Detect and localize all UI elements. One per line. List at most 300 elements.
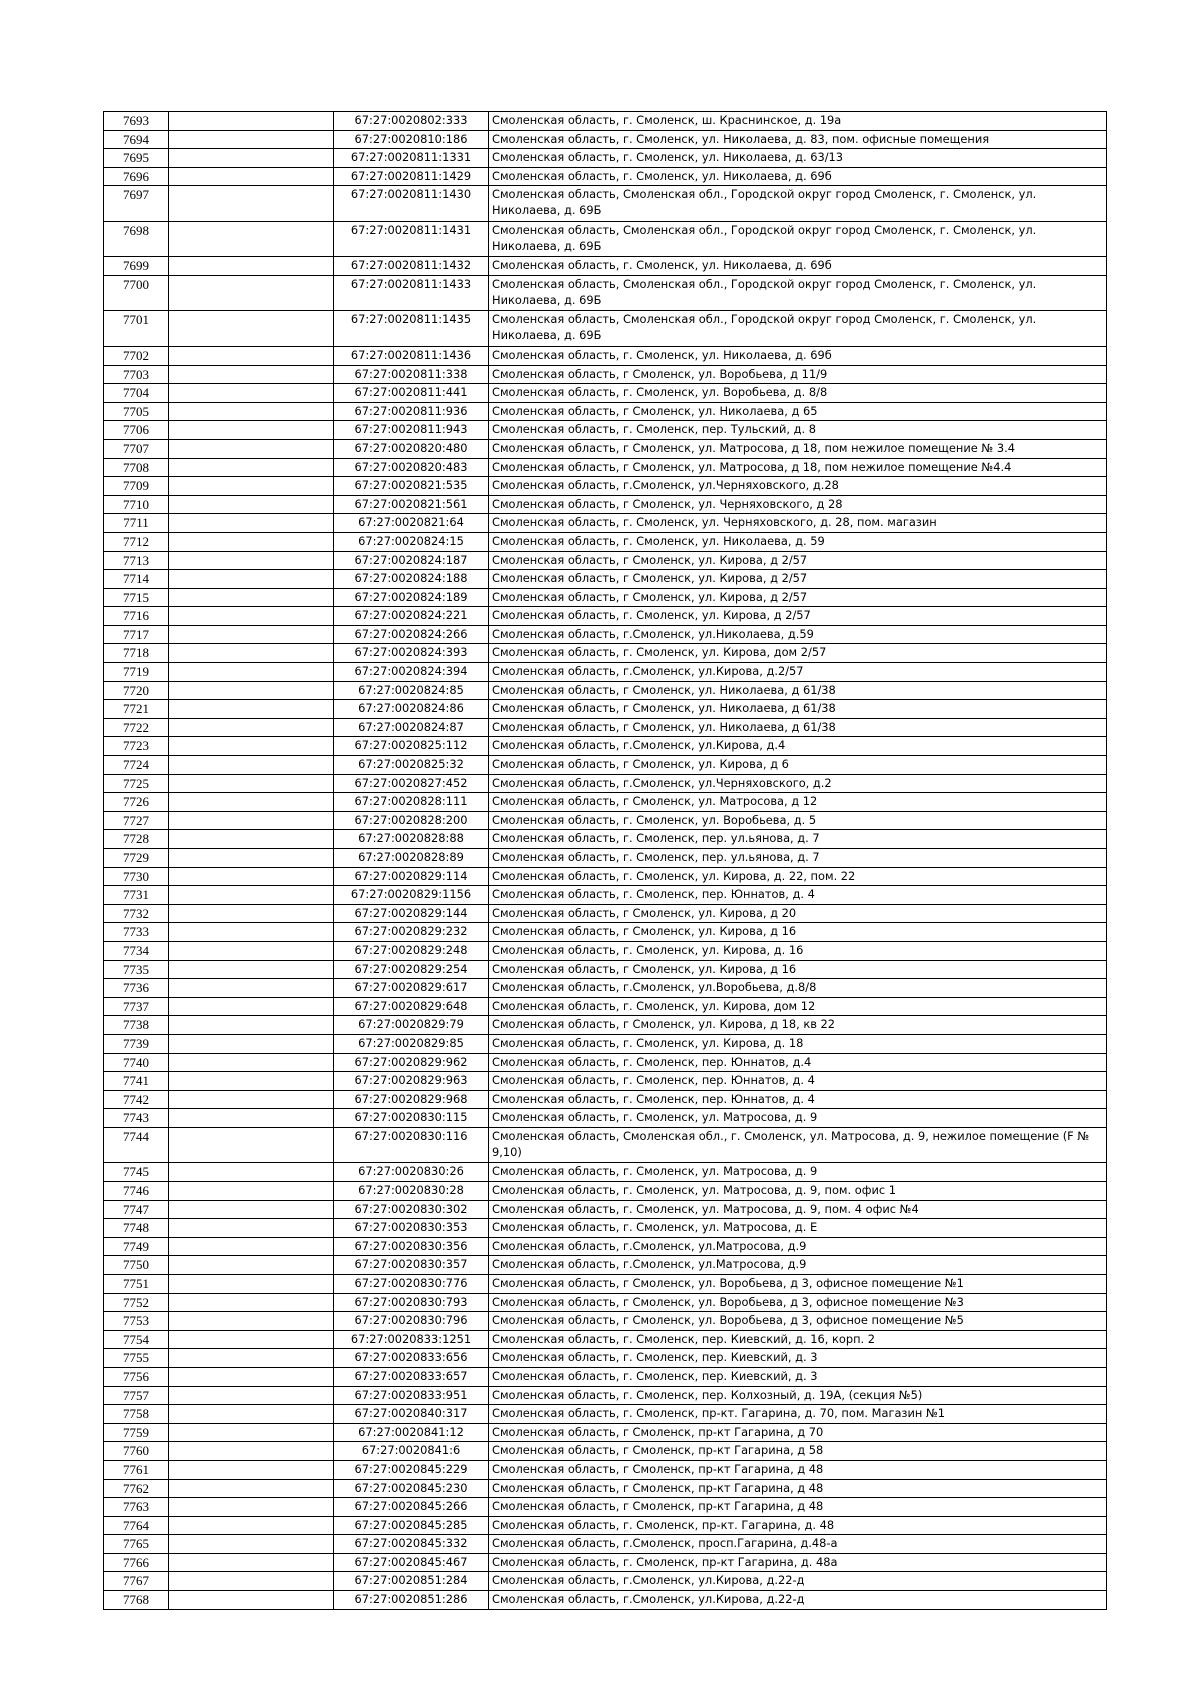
cadastral-number: 67:27:0020829:232: [334, 923, 489, 942]
cadastral-number: 67:27:0020824:87: [334, 718, 489, 737]
cadastral-number: 67:27:0020821:64: [334, 514, 489, 533]
row-number: 7754: [104, 1330, 169, 1349]
address: Смоленская область, г. Смоленск, пер. Колхозный, д. 19А, (секция №5): [489, 1386, 1107, 1405]
address: Смоленская область, г. Смоленск, ул. Матросова, д. Е: [489, 1219, 1107, 1238]
address: Смоленская область, г Смоленск, ул. Николаева, д 61/38: [489, 700, 1107, 719]
table-row: [104, 644, 1107, 663]
address: Смоленская область, г. Смоленск, ул. Матросова, д. 9, пом. офис 1: [489, 1182, 1107, 1201]
empty-cell: [169, 1405, 334, 1424]
cadastral-number: 67:27:0020829:963: [334, 1072, 489, 1091]
row-number: 7765: [104, 1535, 169, 1554]
row-number: 7717: [104, 625, 169, 644]
empty-cell: [169, 941, 334, 960]
row-number: 7706: [104, 421, 169, 440]
table-row: [104, 1237, 1107, 1256]
table-row: [104, 588, 1107, 607]
address: Смоленская область, Смоленская обл., Городской округ город Смоленск, г. Смоленск, ул. Николаева, д. 69Б: [489, 275, 1107, 311]
empty-cell: [169, 1053, 334, 1072]
empty-cell: [169, 1367, 334, 1386]
address: Смоленская область, г. Смоленск, ул. Черняховского, д. 28, пом. магазин: [489, 514, 1107, 533]
cadastral-number: 67:27:0020833:657: [334, 1367, 489, 1386]
cadastral-number: 67:27:0020811:1433: [334, 275, 489, 311]
address: Смоленская область, г. Смоленск, пер. Юннатов, д. 4: [489, 1072, 1107, 1091]
address: Смоленская область, г Смоленск, ул. Воробьева, д 11/9: [489, 365, 1107, 384]
row-number: 7762: [104, 1479, 169, 1498]
empty-cell: [169, 830, 334, 849]
row-number: 7756: [104, 1367, 169, 1386]
empty-cell: [169, 221, 334, 257]
empty-cell: [169, 1386, 334, 1405]
row-number: 7738: [104, 1016, 169, 1035]
address: Смоленская область, г.Смоленск, ул.Черняховского, д.2: [489, 774, 1107, 793]
empty-cell: [169, 960, 334, 979]
table-row: [104, 923, 1107, 942]
address: Смоленская область, г Смоленск, пр-кт Гагарина, д 58: [489, 1442, 1107, 1461]
row-number: 7744: [104, 1127, 169, 1163]
table-row: [104, 532, 1107, 551]
empty-cell: [169, 1072, 334, 1091]
empty-cell: [169, 1219, 334, 1238]
empty-cell: [169, 1293, 334, 1312]
table-row: [104, 458, 1107, 477]
cadastral-number: 67:27:0020830:116: [334, 1127, 489, 1163]
cadastral-number: 67:27:0020825:32: [334, 756, 489, 775]
row-number: 7702: [104, 346, 169, 365]
cadastral-number: 67:27:0020830:353: [334, 1219, 489, 1238]
empty-cell: [169, 186, 334, 222]
cadastral-number: 67:27:0020830:357: [334, 1256, 489, 1275]
cadastral-number: 67:27:0020829:1156: [334, 886, 489, 905]
cadastral-number: 67:27:0020833:1251: [334, 1330, 489, 1349]
row-number: 7752: [104, 1293, 169, 1312]
address: Смоленская область, г Смоленск, ул. Матросова, д 18, пом нежилое помещение №4.4: [489, 458, 1107, 477]
empty-cell: [169, 1498, 334, 1517]
empty-cell: [169, 112, 334, 131]
row-number: 7703: [104, 365, 169, 384]
empty-cell: [169, 644, 334, 663]
address: Смоленская область, г Смоленск, ул. Николаева, д 61/38: [489, 681, 1107, 700]
row-number: 7758: [104, 1405, 169, 1424]
row-number: 7698: [104, 221, 169, 257]
address: Смоленская область, г. Смоленск, пер. Киевский, д. 16, корп. 2: [489, 1330, 1107, 1349]
row-number: 7728: [104, 830, 169, 849]
row-number: 7712: [104, 532, 169, 551]
cadastral-number: 67:27:0020828:89: [334, 849, 489, 868]
row-number: 7755: [104, 1349, 169, 1368]
table-row: [104, 1479, 1107, 1498]
empty-cell: [169, 1016, 334, 1035]
row-number: 7768: [104, 1591, 169, 1610]
address: Смоленская область, г Смоленск, ул. Кирова, д 2/57: [489, 551, 1107, 570]
address: Смоленская область, г Смоленск, пр-кт Гагарина, д 70: [489, 1423, 1107, 1442]
address: Смоленская область, г. Смоленск, пер. Юннатов, д.4: [489, 1053, 1107, 1072]
cadastral-number: 67:27:0020824:85: [334, 681, 489, 700]
empty-cell: [169, 1127, 334, 1163]
row-number: 7694: [104, 130, 169, 149]
row-number: 7695: [104, 149, 169, 168]
row-number: 7708: [104, 458, 169, 477]
row-number: 7719: [104, 663, 169, 682]
address: Смоленская область, г.Смоленск, ул.Кирова, д.22-д: [489, 1591, 1107, 1610]
table-row: [104, 1367, 1107, 1386]
address: Смоленская область, г.Смоленск, ул.Кирова, д.2/57: [489, 663, 1107, 682]
cadastral-number: 67:27:0020825:112: [334, 737, 489, 756]
address: Смоленская область, г. Смоленск, ул. Матросова, д. 9, пом. 4 офис №4: [489, 1200, 1107, 1219]
address: Смоленская область, г. Смоленск, пер. Тульский, д. 8: [489, 421, 1107, 440]
table-row: [104, 1591, 1107, 1610]
address: Смоленская область, г. Смоленск, пер. Киевский, д. 3: [489, 1349, 1107, 1368]
row-number: 7715: [104, 588, 169, 607]
cadastral-number: 67:27:0020845:467: [334, 1553, 489, 1572]
cadastral-number: 67:27:0020829:968: [334, 1090, 489, 1109]
address: Смоленская область, г.Смоленск, ул.Матросова, д.9: [489, 1237, 1107, 1256]
empty-cell: [169, 551, 334, 570]
table-row: [104, 514, 1107, 533]
row-number: 7766: [104, 1553, 169, 1572]
cadastral-number: 67:27:0020845:266: [334, 1498, 489, 1517]
cadastral-number: 67:27:0020828:88: [334, 830, 489, 849]
address: Смоленская область, г. Смоленск, ул. Матросова, д. 9: [489, 1109, 1107, 1128]
table-row: [104, 149, 1107, 168]
cadastral-number: 67:27:0020830:26: [334, 1163, 489, 1182]
address: Смоленская область, г. Смоленск, пр-кт. Гагарина, д. 70, пом. Магазин №1: [489, 1405, 1107, 1424]
row-number: 7727: [104, 811, 169, 830]
empty-cell: [169, 1090, 334, 1109]
empty-cell: [169, 1182, 334, 1201]
empty-cell: [169, 384, 334, 403]
table-row: [104, 1053, 1107, 1072]
empty-cell: [169, 607, 334, 626]
cadastral-number: 67:27:0020829:144: [334, 904, 489, 923]
address: Смоленская область, г. Смоленск, ул. Кирова, д. 16: [489, 941, 1107, 960]
empty-cell: [169, 867, 334, 886]
address: Смоленская область, г Смоленск, ул. Матросова, д 18, пом нежилое помещение № 3.4: [489, 439, 1107, 458]
address: Смоленская область, г.Смоленск, ул.Кирова, д.4: [489, 737, 1107, 756]
row-number: 7718: [104, 644, 169, 663]
empty-cell: [169, 346, 334, 365]
table-row: [104, 1386, 1107, 1405]
row-number: 7705: [104, 402, 169, 421]
empty-cell: [169, 570, 334, 589]
row-number: 7726: [104, 793, 169, 812]
table-row: [104, 311, 1107, 347]
row-number: 7722: [104, 718, 169, 737]
cadastral-number: 67:27:0020845:230: [334, 1479, 489, 1498]
empty-cell: [169, 793, 334, 812]
row-number: 7723: [104, 737, 169, 756]
row-number: 7700: [104, 275, 169, 311]
row-number: 7763: [104, 1498, 169, 1517]
empty-cell: [169, 275, 334, 311]
registry-table-body: [104, 112, 1107, 1610]
address: Смоленская область, г. Смоленск, пер. Юннатов, д. 4: [489, 886, 1107, 905]
address: Смоленская область, г. Смоленск, ш. Краснинское, д. 19а: [489, 112, 1107, 131]
cadastral-number: 67:27:0020830:302: [334, 1200, 489, 1219]
address: Смоленская область, г. Смоленск, пр-кт Гагарина, д. 48а: [489, 1553, 1107, 1572]
cadastral-number: 67:27:0020833:656: [334, 1349, 489, 1368]
table-row: [104, 737, 1107, 756]
table-row: [104, 1312, 1107, 1331]
address: Смоленская область, г.Смоленск, просп.Гагарина, д.48-а: [489, 1535, 1107, 1554]
table-row: [104, 756, 1107, 775]
address: Смоленская область, г Смоленск, пр-кт Гагарина, д 48: [489, 1460, 1107, 1479]
empty-cell: [169, 849, 334, 868]
row-number: 7731: [104, 886, 169, 905]
row-number: 7721: [104, 700, 169, 719]
empty-cell: [169, 1479, 334, 1498]
table-row: [104, 1442, 1107, 1461]
table-row: [104, 1163, 1107, 1182]
empty-cell: [169, 439, 334, 458]
table-row: [104, 1553, 1107, 1572]
table-row: [104, 1405, 1107, 1424]
empty-cell: [169, 421, 334, 440]
address: Смоленская область, г. Смоленск, ул. Кирова, д. 18: [489, 1034, 1107, 1053]
row-number: 7701: [104, 311, 169, 347]
cadastral-number: 67:27:0020811:441: [334, 384, 489, 403]
row-number: 7699: [104, 257, 169, 276]
row-number: 7745: [104, 1163, 169, 1182]
table-row: [104, 186, 1107, 222]
row-number: 7741: [104, 1072, 169, 1091]
empty-cell: [169, 130, 334, 149]
empty-cell: [169, 1553, 334, 1572]
empty-cell: [169, 257, 334, 276]
row-number: 7743: [104, 1109, 169, 1128]
cadastral-number: 67:27:0020810:186: [334, 130, 489, 149]
address: Смоленская область, г Смоленск, пр-кт Гагарина, д 48: [489, 1479, 1107, 1498]
row-number: 7735: [104, 960, 169, 979]
empty-cell: [169, 718, 334, 737]
empty-cell: [169, 1349, 334, 1368]
row-number: 7760: [104, 1442, 169, 1461]
empty-cell: [169, 886, 334, 905]
table-row: [104, 1293, 1107, 1312]
cadastral-number: 67:27:0020829:254: [334, 960, 489, 979]
cadastral-number: 67:27:0020802:333: [334, 112, 489, 131]
empty-cell: [169, 1591, 334, 1610]
cadastral-number: 67:27:0020828:111: [334, 793, 489, 812]
table-row: [104, 607, 1107, 626]
table-row: [104, 221, 1107, 257]
row-number: 7748: [104, 1219, 169, 1238]
empty-cell: [169, 1516, 334, 1535]
address: Смоленская область, г.Смоленск, ул.Воробьева, д.8/8: [489, 979, 1107, 998]
cadastral-number: 67:27:0020830:793: [334, 1293, 489, 1312]
empty-cell: [169, 402, 334, 421]
address: Смоленская область, г. Смоленск, ул. Кирова, д 2/57: [489, 607, 1107, 626]
cadastral-number: 67:27:0020824:394: [334, 663, 489, 682]
address: Смоленская область, г Смоленск, ул. Кирова, д 16: [489, 923, 1107, 942]
empty-cell: [169, 1442, 334, 1461]
table-row: [104, 551, 1107, 570]
table-row: [104, 1090, 1107, 1109]
table-row: [104, 1274, 1107, 1293]
cadastral-number: 67:27:0020829:85: [334, 1034, 489, 1053]
cadastral-number: 67:27:0020824:15: [334, 532, 489, 551]
table-row: [104, 1200, 1107, 1219]
row-number: 7740: [104, 1053, 169, 1072]
empty-cell: [169, 588, 334, 607]
empty-cell: [169, 1200, 334, 1219]
row-number: 7750: [104, 1256, 169, 1275]
registry-table: [103, 111, 1107, 1610]
row-number: 7759: [104, 1423, 169, 1442]
empty-cell: [169, 904, 334, 923]
empty-cell: [169, 495, 334, 514]
cadastral-number: 67:27:0020829:962: [334, 1053, 489, 1072]
empty-cell: [169, 774, 334, 793]
table-row: [104, 700, 1107, 719]
address: Смоленская область, г. Смоленск, ул. Кирова, дом 2/57: [489, 644, 1107, 663]
address: Смоленская область, г. Смоленск, ул. Кирова, дом 12: [489, 997, 1107, 1016]
address: Смоленская область, г. Смоленск, пр-кт. Гагарина, д. 48: [489, 1516, 1107, 1535]
table-row: [104, 384, 1107, 403]
address: Смоленская область, г. Смоленск, пер. ул.ьянова, д. 7: [489, 830, 1107, 849]
row-number: 7710: [104, 495, 169, 514]
row-number: 7704: [104, 384, 169, 403]
table-row: [104, 130, 1107, 149]
cadastral-number: 67:27:0020840:317: [334, 1405, 489, 1424]
table-row: [104, 346, 1107, 365]
row-number: 7714: [104, 570, 169, 589]
cadastral-number: 67:27:0020829:248: [334, 941, 489, 960]
address: Смоленская область, г Смоленск, ул. Воробьева, д 3, офисное помещение №3: [489, 1293, 1107, 1312]
empty-cell: [169, 979, 334, 998]
row-number: 7749: [104, 1237, 169, 1256]
cadastral-number: 67:27:0020841:6: [334, 1442, 489, 1461]
cadastral-number: 67:27:0020851:286: [334, 1591, 489, 1610]
empty-cell: [169, 663, 334, 682]
row-number: 7746: [104, 1182, 169, 1201]
table-row: [104, 1535, 1107, 1554]
table-row: [104, 830, 1107, 849]
table-row: [104, 402, 1107, 421]
empty-cell: [169, 625, 334, 644]
table-row: [104, 477, 1107, 496]
row-number: 7697: [104, 186, 169, 222]
empty-cell: [169, 1572, 334, 1591]
table-row: [104, 112, 1107, 131]
address: Смоленская область, г Смоленск, ул. Воробьева, д 3, офисное помещение №1: [489, 1274, 1107, 1293]
address: Смоленская область, г Смоленск, ул. Кирова, д 2/57: [489, 570, 1107, 589]
table-row: [104, 1256, 1107, 1275]
cadastral-number: 67:27:0020824:266: [334, 625, 489, 644]
cadastral-number: 67:27:0020821:561: [334, 495, 489, 514]
table-row: [104, 793, 1107, 812]
address: Смоленская область, г Смоленск, ул. Кирова, д 16: [489, 960, 1107, 979]
address: Смоленская область, г. Смоленск, пер. Киевский, д. 3: [489, 1367, 1107, 1386]
row-number: 7725: [104, 774, 169, 793]
table-row: [104, 663, 1107, 682]
cadastral-number: 67:27:0020845:332: [334, 1535, 489, 1554]
row-number: 7720: [104, 681, 169, 700]
address: Смоленская область, г Смоленск, ул. Кирова, д 2/57: [489, 588, 1107, 607]
table-row: [104, 774, 1107, 793]
cadastral-number: 67:27:0020811:1429: [334, 167, 489, 186]
row-number: 7739: [104, 1034, 169, 1053]
cadastral-number: 67:27:0020829:114: [334, 867, 489, 886]
cadastral-number: 67:27:0020851:284: [334, 1572, 489, 1591]
row-number: 7736: [104, 979, 169, 998]
address: Смоленская область, Смоленская обл., г. Смоленск, ул. Матросова, д. 9, нежилое помещение (F № 9,10): [489, 1127, 1107, 1163]
empty-cell: [169, 1109, 334, 1128]
cadastral-number: 67:27:0020830:356: [334, 1237, 489, 1256]
table-row: [104, 904, 1107, 923]
row-number: 7757: [104, 1386, 169, 1405]
table-row: [104, 849, 1107, 868]
address: Смоленская область, г. Смоленск, пер. Юннатов, д. 4: [489, 1090, 1107, 1109]
address: Смоленская область, г. Смоленск, ул. Николаева, д. 69б: [489, 257, 1107, 276]
empty-cell: [169, 1535, 334, 1554]
row-number: 7713: [104, 551, 169, 570]
empty-cell: [169, 997, 334, 1016]
cadastral-number: 67:27:0020820:480: [334, 439, 489, 458]
table-row: [104, 1072, 1107, 1091]
cadastral-number: 67:27:0020824:188: [334, 570, 489, 589]
table-row: [104, 1109, 1107, 1128]
empty-cell: [169, 365, 334, 384]
table-row: [104, 625, 1107, 644]
row-number: 7709: [104, 477, 169, 496]
table-row: [104, 1330, 1107, 1349]
cadastral-number: 67:27:0020811:936: [334, 402, 489, 421]
empty-cell: [169, 1163, 334, 1182]
table-row: [104, 718, 1107, 737]
table-row: [104, 257, 1107, 276]
empty-cell: [169, 1237, 334, 1256]
table-row: [104, 1572, 1107, 1591]
address: Смоленская область, г. Смоленск, ул. Кирова, д. 22, пом. 22: [489, 867, 1107, 886]
cadastral-number: 67:27:0020829:79: [334, 1016, 489, 1035]
empty-cell: [169, 1274, 334, 1293]
address: Смоленская область, г. Смоленск, ул. Николаева, д. 63/13: [489, 149, 1107, 168]
cadastral-number: 67:27:0020824:189: [334, 588, 489, 607]
table-row: [104, 960, 1107, 979]
cadastral-number: 67:27:0020830:776: [334, 1274, 489, 1293]
row-number: 7734: [104, 941, 169, 960]
row-number: 7732: [104, 904, 169, 923]
empty-cell: [169, 1034, 334, 1053]
cadastral-number: 67:27:0020811:1431: [334, 221, 489, 257]
address: Смоленская область, г.Смоленск, ул.Матросова, д.9: [489, 1256, 1107, 1275]
address: Смоленская область, г. Смоленск, ул. Матросова, д. 9: [489, 1163, 1107, 1182]
table-row: [104, 811, 1107, 830]
row-number: 7753: [104, 1312, 169, 1331]
empty-cell: [169, 477, 334, 496]
table-row: [104, 1423, 1107, 1442]
table-row: [104, 681, 1107, 700]
address: Смоленская область, г. Смоленск, ул. Николаева, д. 69б: [489, 167, 1107, 186]
empty-cell: [169, 737, 334, 756]
table-row: [104, 867, 1107, 886]
table-row: [104, 439, 1107, 458]
table-row: [104, 365, 1107, 384]
empty-cell: [169, 1312, 334, 1331]
address: Смоленская область, г Смоленск, ул. Кирова, д 6: [489, 756, 1107, 775]
table-row: [104, 495, 1107, 514]
row-number: 7724: [104, 756, 169, 775]
cadastral-number: 67:27:0020829:648: [334, 997, 489, 1016]
row-number: 7730: [104, 867, 169, 886]
cadastral-number: 67:27:0020824:187: [334, 551, 489, 570]
cadastral-number: 67:27:0020811:1331: [334, 149, 489, 168]
address: Смоленская область, г. Смоленск, ул. Воробьева, д. 8/8: [489, 384, 1107, 403]
row-number: 7729: [104, 849, 169, 868]
table-row: [104, 1219, 1107, 1238]
cadastral-number: 67:27:0020845:229: [334, 1460, 489, 1479]
address: Смоленская область, г Смоленск, пр-кт Гагарина, д 48: [489, 1498, 1107, 1517]
